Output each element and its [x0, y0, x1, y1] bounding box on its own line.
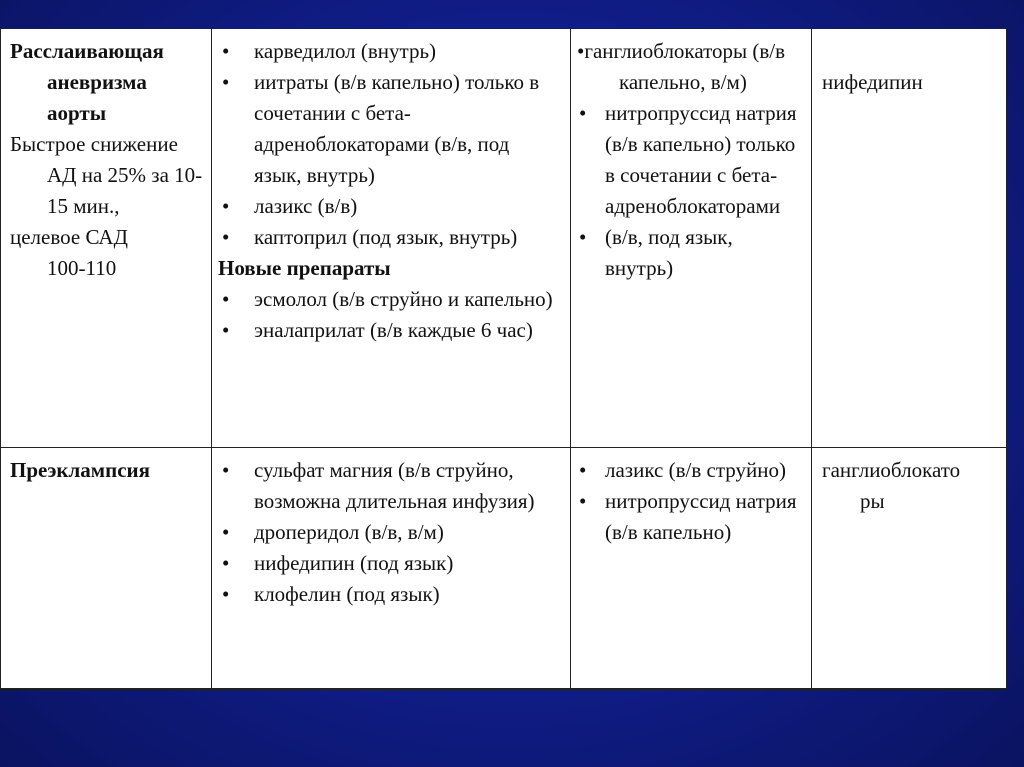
- list-item: • дроперидол (в/в, в/м): [218, 517, 562, 548]
- table-row: [1, 448, 1007, 689]
- drug-list: [218, 455, 562, 610]
- condition-title: Расслаивающая аневризма аорты: [10, 39, 164, 125]
- condition-title: Преэклампсия: [10, 458, 150, 482]
- condition-description: Быстрое снижение АД на 25% за 10-15 мин.,: [10, 132, 203, 218]
- list-item: • нифедипин (под язык): [218, 548, 562, 579]
- first-line-cell: [212, 29, 571, 448]
- second-line-cell: [571, 29, 812, 448]
- table-row: [1, 29, 1007, 448]
- list-item: • эналаприлат (в/в каждые 6 час): [218, 315, 562, 346]
- new-drug-list: [218, 284, 562, 346]
- list-item: • иитраты (в/в капельно) только в сочетании с бета-адреноблокаторами (в/в, под язык, внутрь): [218, 67, 562, 191]
- list-item: • лазикс (в/в струйно): [577, 455, 803, 486]
- list-item: • нитропруссид натрия (в/в капельно) только в сочетании с бета-адреноблокаторами: [577, 98, 803, 222]
- list-item: • лазикс (в/в): [218, 191, 562, 222]
- list-item: • нитропруссид натрия (в/в капельно): [577, 486, 803, 548]
- second-line-cell: [571, 448, 812, 689]
- list-item: •ганглиоблокаторы (в/в капельно, в/м): [577, 39, 786, 94]
- list-item: • эсмолол (в/в струйно и капельно): [218, 284, 562, 315]
- contra-cell: [812, 448, 1007, 689]
- contra-text: ганглиоблокато: [822, 458, 961, 482]
- list-item: • каптоприл (под язык, внутрь): [218, 222, 562, 253]
- drug-table: [0, 28, 1007, 689]
- contra-cell: [812, 29, 1007, 448]
- drug-list: [218, 36, 562, 253]
- drug-list: [577, 455, 803, 548]
- list-item: • клофелин (под язык): [218, 579, 562, 610]
- drug-list: [577, 98, 803, 284]
- list-item: • карведилол (внутрь): [218, 36, 562, 67]
- contra-text-continued: ры: [860, 489, 885, 513]
- condition-cell: [1, 29, 212, 448]
- list-item: • (в/в, под язык, внутрь): [577, 222, 803, 284]
- contra-text: нифедипин: [822, 70, 923, 94]
- list-item: • сульфат магния (в/в струйно, возможна длительная инфузия): [218, 455, 562, 517]
- condition-target: целевое САД: [10, 225, 128, 249]
- condition-cell: [1, 448, 212, 689]
- condition-target-value: 100-110: [47, 256, 117, 280]
- first-line-cell: [212, 448, 571, 689]
- new-drugs-heading: Новые препараты: [218, 256, 391, 280]
